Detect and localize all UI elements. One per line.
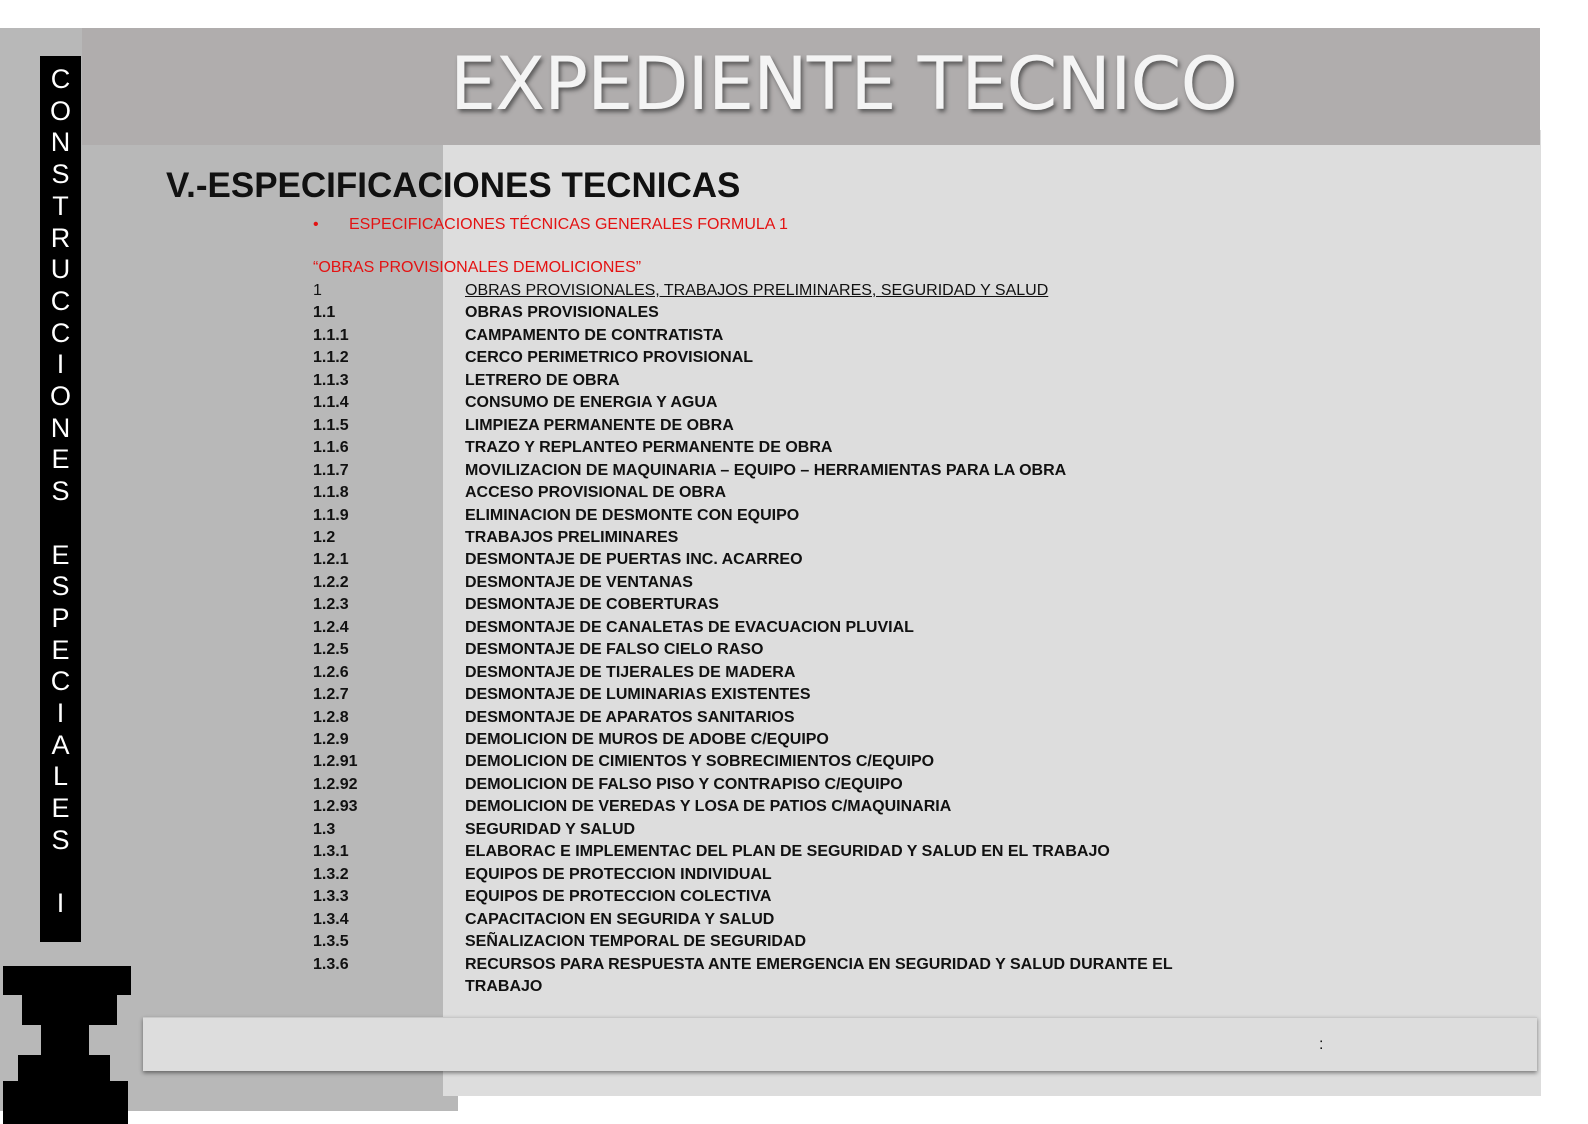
- sidebar-letter: N: [50, 127, 71, 158]
- spec-description: DESMONTAJE DE CANALETAS DE EVACUACION PLUVIAL: [465, 618, 914, 636]
- footer-bar: [143, 1017, 1537, 1071]
- spec-description: DEMOLICION DE MUROS DE ADOBE C/EQUIPO: [465, 731, 829, 748]
- sidebar-letter: E: [51, 793, 70, 824]
- sidebar-letter: E: [51, 539, 70, 570]
- logo-column-base: [18, 1055, 110, 1081]
- sidebar-letter: N: [50, 412, 71, 443]
- spec-code: 1.2.91: [313, 753, 358, 771]
- spec-code: 1.1.3: [313, 371, 349, 389]
- spec-code: 1.1.5: [313, 416, 349, 434]
- spec-code: 1.2.2: [313, 573, 349, 591]
- spec-code: 1.2.3: [313, 596, 349, 614]
- spec-code: 1.2.1: [313, 551, 349, 569]
- sidebar-letter: C: [50, 64, 71, 94]
- vertical-title-bar: [40, 56, 81, 942]
- section-title: V.-ESPECIFICACIONES TECNICAS: [166, 166, 741, 205]
- spec-code: 1.3.2: [313, 865, 349, 883]
- spec-code: 1.2.4: [313, 618, 349, 636]
- sidebar-letter: P: [51, 602, 70, 633]
- sidebar-letter: S: [51, 571, 70, 602]
- logo-column-mid: [22, 995, 117, 1025]
- logo-column-foot: [3, 1081, 128, 1124]
- spec-description: DESMONTAJE DE LUMINARIAS EXISTENTES: [465, 686, 811, 704]
- sidebar-letter: T: [52, 190, 69, 221]
- spec-description: LETRERO DE OBRA: [465, 371, 620, 389]
- sidebar-letter: S: [51, 159, 70, 190]
- sidebar-letter: C: [50, 666, 71, 697]
- sidebar-letter: I: [56, 349, 65, 380]
- spec-code: 1.3.3: [313, 888, 349, 906]
- bullet-label: ESPECIFICACIONES TÉCNICAS GENERALES FORMULA 1: [349, 216, 788, 233]
- spec-code: 1.3.5: [313, 933, 349, 951]
- spec-code: 1.1.8: [313, 484, 349, 502]
- spec-code: 1.1.7: [313, 461, 349, 479]
- spec-description: OBRAS PROVISIONALES: [465, 304, 659, 322]
- bullet-icon: •: [313, 216, 319, 233]
- footer-text: :: [1319, 1036, 1324, 1053]
- spec-description: CONSUMO DE ENERGIA Y AGUA: [465, 394, 718, 412]
- spec-description: DEMOLICION DE VEREDAS Y LOSA DE PATIOS C/MAQUINARIA: [465, 798, 952, 816]
- logo-column-neck: [41, 1025, 89, 1055]
- spec-code: 1.3: [313, 820, 336, 838]
- sidebar-letter: I: [56, 888, 65, 919]
- spec-code: 1.2.5: [313, 641, 349, 659]
- spec-description: DESMONTAJE DE PUERTAS INC. ACARREO: [465, 551, 803, 569]
- spec-code: 1.2: [313, 528, 336, 546]
- sidebar-letter: S: [51, 824, 70, 855]
- spec-code: 1.1.9: [313, 506, 349, 524]
- spec-code: 1.1.1: [313, 326, 349, 344]
- spec-description: EQUIPOS DE PROTECCION INDIVIDUAL: [465, 865, 772, 883]
- sidebar-letter: E: [51, 444, 70, 475]
- spec-code: 1.1: [313, 304, 336, 322]
- spec-code: 1.3.4: [313, 910, 349, 928]
- spec-description: DESMONTAJE DE VENTANAS: [465, 573, 693, 591]
- sidebar-letter: O: [49, 95, 71, 126]
- sidebar-letter: A: [51, 729, 70, 760]
- spec-description: CERCO PERIMETRICO PROVISIONAL: [465, 349, 754, 367]
- spec-description: CAMPAMENTO DE CONTRATISTA: [465, 326, 724, 344]
- spec-code: 1.2.7: [313, 686, 349, 704]
- spec-description: ELIMINACION DE DESMONTE CON EQUIPO: [465, 506, 800, 524]
- spec-code: 1: [313, 282, 322, 299]
- sidebar-letter: U: [50, 254, 71, 285]
- spec-description: TRABAJOS PRELIMINARES: [465, 528, 679, 546]
- spec-description: DESMONTAJE DE COBERTURAS: [465, 596, 719, 614]
- spec-description: DESMONTAJE DE APARATOS SANITARIOS: [465, 708, 795, 726]
- spec-description: ELABORAC E IMPLEMENTAC DEL PLAN DE SEGURIDAD Y SALUD EN EL TRABAJO: [465, 843, 1110, 861]
- spec-code: 1.1.4: [313, 394, 349, 412]
- spec-description: DESMONTAJE DE TIJERALES DE MADERA: [465, 663, 796, 681]
- sidebar-letter: I: [56, 698, 65, 728]
- spec-code: 1.2.92: [313, 775, 358, 793]
- sidebar-letter: R: [50, 222, 71, 253]
- spec-description: CAPACITACION EN SEGURIDA Y SALUD: [465, 910, 775, 928]
- spec-description: ACCESO PROVISIONAL DE OBRA: [465, 484, 727, 502]
- page-header-title: EXPEDIENTE TECNICO: [450, 42, 1237, 127]
- sidebar-letter: C: [50, 285, 71, 316]
- bullet-item: [313, 216, 788, 234]
- spec-code: 1.1.2: [313, 349, 349, 367]
- spec-description: DEMOLICION DE CIMIENTOS Y SOBRECIMIENTOS C/EQUIPO: [465, 753, 935, 771]
- spec-code: 1.2.6: [313, 663, 349, 681]
- subtitle: “OBRAS PROVISIONALES DEMOLICIONES”: [313, 259, 642, 276]
- spec-code: 1.1.6: [313, 439, 349, 457]
- spec-code: 1.3.1: [313, 843, 349, 861]
- spec-code: 1.2.8: [313, 708, 349, 726]
- sidebar-letter: C: [50, 317, 71, 348]
- spec-description: DEMOLICION DE FALSO PISO Y CONTRAPISO C/EQUIPO: [465, 775, 903, 793]
- spec-description: LIMPIEZA PERMANENTE DE OBRA: [465, 416, 734, 434]
- spec-description: MOVILIZACION DE MAQUINARIA – EQUIPO – HERRAMIENTAS PARA LA OBRA: [465, 461, 1067, 479]
- spec-description: EQUIPOS DE PROTECCION COLECTIVA: [465, 888, 772, 906]
- spec-description: TRABAJO: [465, 977, 543, 995]
- spec-description: SEÑALIZACION TEMPORAL DE SEGURIDAD: [465, 933, 807, 951]
- spec-description: OBRAS PROVISIONALES, TRABAJOS PRELIMINARES, SEGURIDAD Y SALUD: [465, 282, 1049, 299]
- spec-description: SEGURIDAD Y SALUD: [465, 820, 636, 838]
- spec-code: 1.2.9: [313, 731, 349, 748]
- spec-description: RECURSOS PARA RESPUESTA ANTE EMERGENCIA EN SEGURIDAD Y SALUD DURANTE EL: [465, 955, 1173, 973]
- spec-code: 1.3.6: [313, 955, 349, 973]
- spec-description: TRAZO Y REPLANTEO PERMANENTE DE OBRA: [465, 439, 833, 457]
- sidebar-letter: E: [51, 634, 70, 665]
- sidebar-letter: S: [51, 476, 70, 507]
- spec-description: DESMONTAJE DE FALSO CIELO RASO: [465, 641, 764, 659]
- spec-code: 1.2.93: [313, 798, 358, 816]
- sidebar-letter: O: [49, 381, 71, 411]
- logo-column-top: [3, 966, 131, 995]
- sidebar-letter: L: [52, 761, 69, 792]
